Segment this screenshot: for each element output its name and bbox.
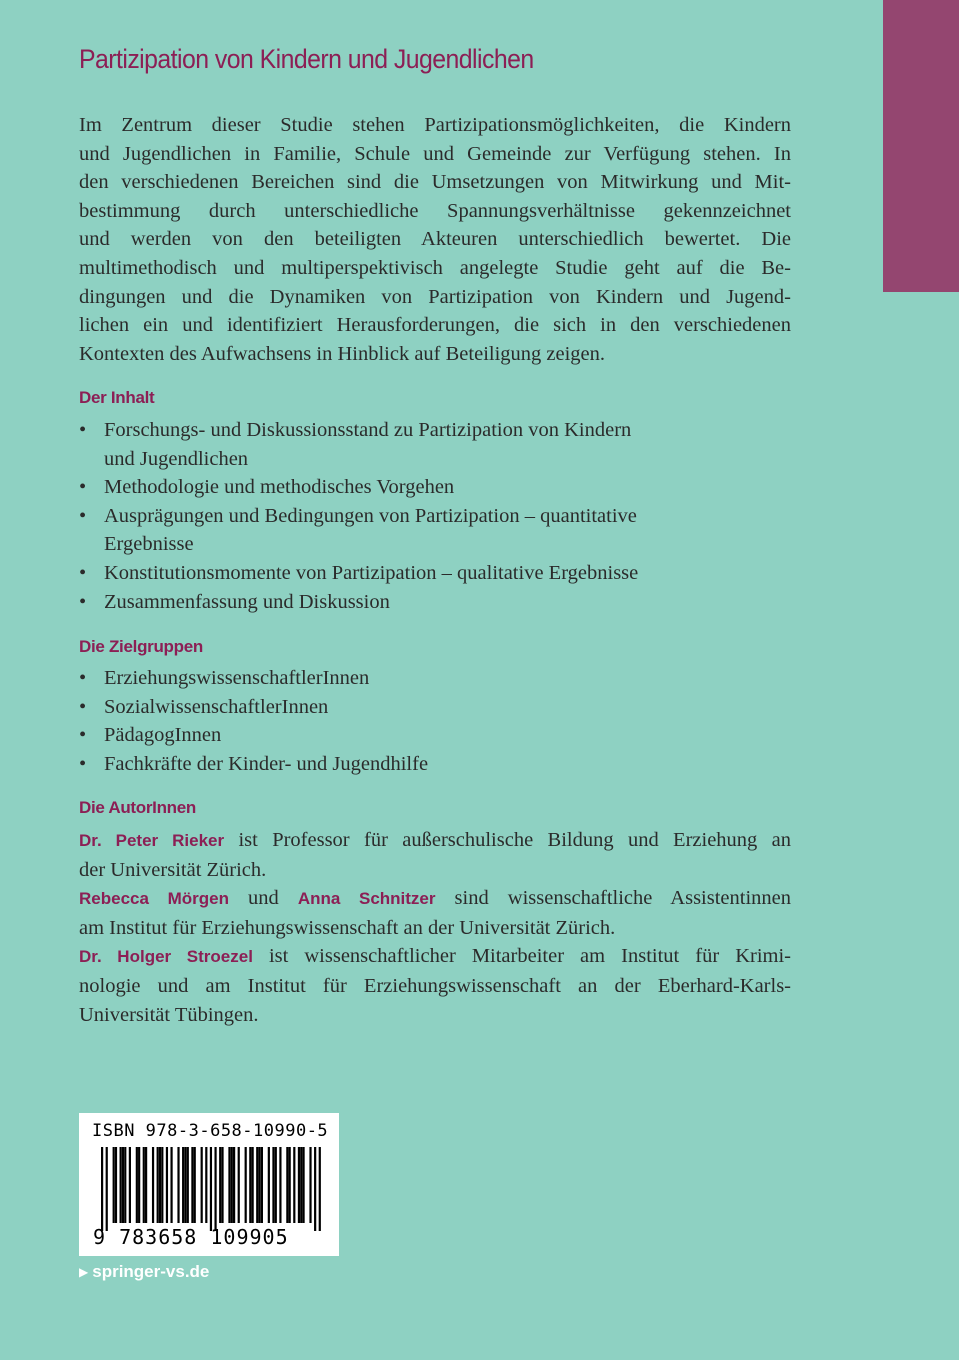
bullet-icon: •	[79, 504, 87, 527]
barcode-bar	[159, 1147, 161, 1223]
author-text: Universität Tübingen.	[79, 1003, 259, 1026]
barcode-bar	[161, 1147, 163, 1223]
barcode-bar	[210, 1147, 212, 1231]
list-item-text: Forschungs- und Diskussionsstand zu Partizipation von Kindern	[104, 419, 632, 441]
barcode-bar	[120, 1147, 122, 1223]
barcode-bar	[293, 1147, 295, 1223]
barcode-bar	[136, 1147, 138, 1223]
isbn-number: ISBN 978-3-658-10990-5	[92, 1121, 329, 1141]
author-line	[79, 826, 791, 856]
website-link[interactable]: springer-vs.de	[92, 1262, 210, 1281]
barcode-bar	[249, 1147, 251, 1223]
list-item	[79, 693, 791, 722]
bullet-icon: •	[79, 561, 87, 584]
heading-inhalt: Der Inhalt	[79, 388, 155, 407]
barcode-bar	[238, 1147, 240, 1223]
intro-line: Kontexten des Aufwachsens in Hinblick auf Beteiligung zeigen.	[79, 342, 606, 365]
author-line	[79, 856, 791, 885]
barcode-bar	[256, 1147, 258, 1223]
publisher-website[interactable]	[79, 1262, 209, 1282]
intro-line: und werden von den beteiligten Akteuren unterschiedlich bewertet. Die	[79, 228, 791, 251]
intro-line: Im Zentrum dieser Studie stehen Partizipationsmöglichkeiten, die Kindern	[79, 114, 791, 136]
barcode-bar	[184, 1147, 186, 1223]
barcode-bar	[286, 1147, 288, 1223]
barcode-bar	[279, 1147, 281, 1223]
barcode-bar	[252, 1147, 254, 1223]
intro-line: und Jugendlichen in Familie, Schule und Gemeinde zur Verfügung stehen. In	[79, 142, 791, 165]
barcode-bar	[145, 1147, 147, 1223]
author-name: Anna Schnitzer	[297, 889, 436, 909]
list-item	[79, 502, 791, 559]
barcode-bar	[258, 1147, 260, 1223]
author-text: der Universität Zürich.	[79, 858, 267, 881]
list-item	[79, 721, 791, 750]
barcode-bar	[138, 1147, 140, 1223]
barcode-bar	[228, 1147, 230, 1223]
list-item-text: Ergebnisse	[104, 533, 194, 556]
list-item-text: Ausprägungen und Bedingungen von Partizipation – quantitative	[104, 504, 637, 527]
inhalt-list	[79, 416, 791, 616]
barcode-bar	[124, 1147, 126, 1223]
author-line	[79, 1001, 791, 1030]
barcode-icon	[101, 1147, 321, 1231]
intro-line: den verschiedenen Bereichen sind die Umsetzungen von Mitwirkung und Mit-	[79, 171, 791, 194]
barcode-bar	[122, 1147, 124, 1223]
barcode-bar	[214, 1147, 216, 1231]
author-line	[79, 942, 791, 972]
barcode-bar	[309, 1147, 311, 1223]
barcode-bar	[129, 1147, 131, 1223]
zielgruppen-list	[79, 664, 791, 778]
bullet-icon: •	[79, 476, 87, 499]
bullet-icon: •	[79, 590, 87, 613]
bullet-icon: •	[79, 667, 87, 689]
author-text: am Institut für Erziehungswissenschaft an der Universität Zürich.	[79, 916, 616, 939]
barcode-bar	[101, 1147, 103, 1231]
authors-block	[79, 826, 791, 1029]
ean-digits	[93, 1225, 289, 1249]
barcode-bar	[194, 1147, 196, 1223]
barcode-bar	[221, 1147, 223, 1223]
author-line	[79, 972, 791, 1001]
barcode-bar	[166, 1147, 168, 1223]
list-item	[79, 416, 791, 473]
author-name: Dr. Holger Stroezel	[79, 947, 253, 967]
author-text: ist Professor für außerschulische Bildung und Erziehung an	[224, 829, 792, 851]
barcode-bar	[113, 1147, 115, 1223]
barcode-bar	[143, 1147, 145, 1223]
barcode-bar	[314, 1147, 316, 1231]
list-item	[79, 750, 791, 779]
barcode-bar	[275, 1147, 277, 1223]
author-text: sind wissenschaftliche Assistentinnen	[435, 887, 791, 910]
barcode-bar	[182, 1147, 184, 1223]
barcode-bar	[300, 1147, 302, 1223]
arrow-right-icon: ▶	[79, 1265, 89, 1279]
author-line	[79, 884, 791, 914]
barcode-bar	[289, 1147, 291, 1223]
barcode-bar	[298, 1147, 300, 1223]
barcode-bar	[319, 1147, 321, 1231]
book-title: Partizipation von Kindern und Jugendlichen	[79, 44, 534, 74]
barcode-bar	[191, 1147, 193, 1223]
list-item-text: Konstitutionsmomente von Partizipation – qualitative Ergebnisse	[104, 561, 639, 584]
list-item-text: PädagogInnen	[104, 724, 222, 747]
bullet-icon: •	[79, 695, 87, 718]
barcode-bar	[187, 1147, 189, 1223]
list-item	[79, 588, 791, 617]
author-text: nologie und am Institut für Erziehungswissenschaft an der Eberhard-Karls-	[79, 974, 791, 997]
list-item-text: SozialwissenschaftlerInnen	[104, 695, 329, 718]
intro-paragraph	[79, 111, 791, 368]
barcode-bar	[245, 1147, 247, 1223]
bullet-icon: •	[79, 419, 87, 441]
list-item	[79, 473, 791, 502]
intro-line: multimethodisch und multiperspektivisch angelegte Studie geht auf die Be-	[79, 256, 791, 279]
barcode-bar	[261, 1147, 263, 1223]
ean-digits-right: 109905	[210, 1225, 289, 1249]
author-name: Rebecca Mörgen	[79, 889, 229, 909]
barcode-bar	[115, 1147, 117, 1223]
barcode-bar	[219, 1147, 221, 1223]
barcode-bar	[170, 1147, 172, 1223]
ean-digit-first: 9	[93, 1225, 107, 1249]
barcode-bar	[157, 1147, 159, 1223]
barcode-bar	[106, 1147, 108, 1231]
list-item	[79, 664, 791, 693]
list-item-text: Methodologie und methodisches Vorgehen	[104, 476, 455, 499]
barcode-bar	[272, 1147, 274, 1223]
barcode-bar	[268, 1147, 270, 1223]
list-item-text: Fachkräfte der Kinder- und Jugendhilfe	[104, 752, 429, 775]
list-item-text: Zusammenfassung und Diskussion	[104, 590, 390, 613]
cover-color-tab	[883, 0, 959, 292]
heading-zielgruppen: Die Zielgruppen	[79, 637, 203, 656]
bullet-icon: •	[79, 752, 87, 775]
intro-line: bestimmung durch unterschiedliche Spannungsverhältnisse gekennzeichnet	[79, 199, 791, 222]
ean-digits-left: 783658	[119, 1225, 198, 1249]
barcode-bar	[205, 1147, 207, 1223]
author-text: ist wissenschaftlicher Mitarbeiter am Institut für Krimi-	[252, 945, 791, 968]
author-name: Dr. Peter Rieker	[79, 831, 225, 850]
heading-autoren: Die AutorInnen	[79, 798, 196, 817]
barcode-bar	[177, 1147, 179, 1223]
barcode-bar	[201, 1147, 203, 1223]
intro-line: dingungen und die Dynamiken von Partizipation von Kindern und Jugend-	[79, 285, 791, 308]
barcode-bar	[302, 1147, 304, 1223]
author-text: und	[228, 887, 298, 910]
list-item	[79, 559, 791, 588]
barcode-bar	[152, 1147, 154, 1223]
barcode-bar	[231, 1147, 233, 1223]
author-line	[79, 914, 791, 943]
isbn-barcode	[79, 1113, 339, 1256]
intro-line: lichen ein und identifiziert Herausforderungen, die sich in den verschiedenen	[79, 314, 791, 337]
barcode-bar	[233, 1147, 235, 1223]
list-item-text: und Jugendlichen	[104, 447, 249, 470]
bullet-icon: •	[79, 724, 87, 747]
list-item-text: ErziehungswissenschaftlerInnen	[104, 667, 370, 689]
